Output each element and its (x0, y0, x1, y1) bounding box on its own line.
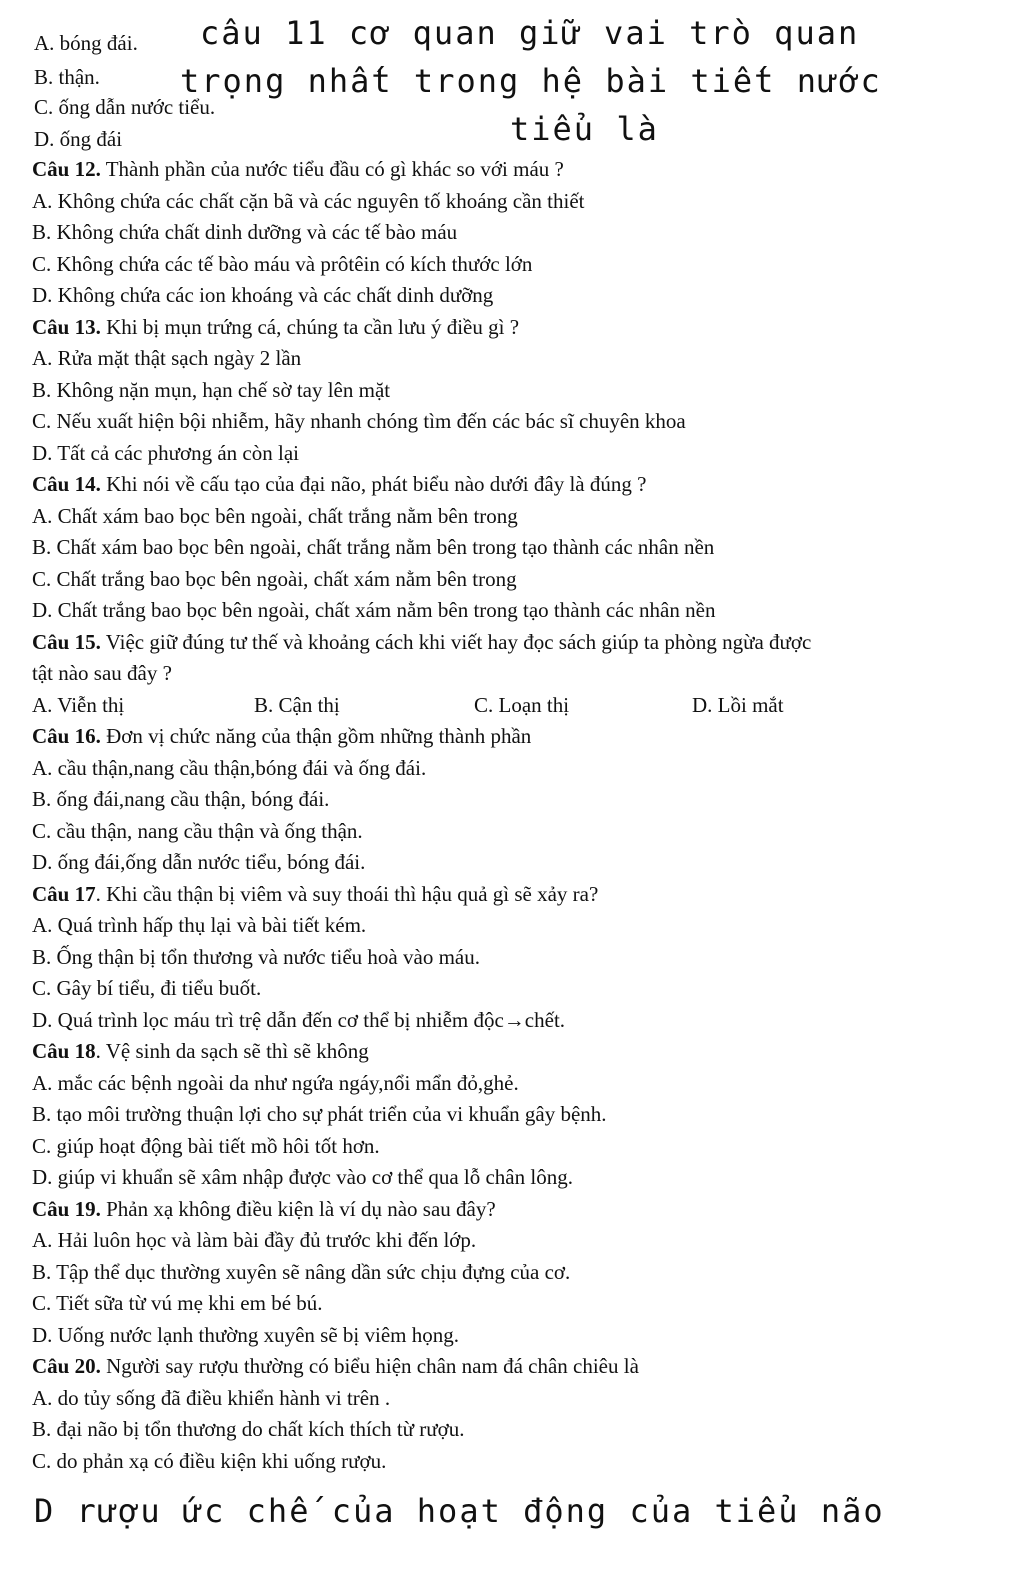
question-17 (32, 879, 811, 911)
q15-option-c: C. Loạn thị (474, 692, 570, 717)
question-label: Câu 12. (32, 157, 101, 181)
question-20 (32, 1351, 811, 1383)
q18-option-b: B. tạo môi trường thuận lợi cho sự phát triển của vi khuẩn gây bệnh. (32, 1102, 607, 1126)
question-stem: . Khi cầu thận bị viêm và suy thoái thì hậu quả gì sẽ xảy ra? (95, 881, 599, 906)
question-12 (32, 154, 811, 186)
q19-option-a: A. Hải luôn học và làm bài đầy đủ trước khi đến lớp. (32, 1228, 477, 1252)
question-13 (32, 312, 811, 344)
question-stem: Phản xạ không điều kiện là ví dụ nào sau đây? (100, 1196, 496, 1221)
q15-option-b: B. Cận thị (254, 692, 340, 717)
q13-option-b: B. Không nặn mụn, hạn chế sờ tay lên mặt (32, 377, 391, 402)
question-stem: Khi bị mụn trứng cá, chúng ta cần lưu ý điều gì ? (100, 314, 520, 339)
question-16 (32, 721, 811, 753)
question-label: Câu 14. (32, 472, 101, 496)
question-stem: . Vệ sinh da sạch sẽ thì sẽ không (95, 1039, 369, 1063)
question-14 (32, 469, 811, 501)
q17-option-c: C. Gây bí tiểu, đi tiểu buốt. (32, 976, 262, 1000)
q20-option-c: C. do phản xạ có điều kiện khi uống rượu. (32, 1448, 387, 1473)
q17-option-a: A. Quá trình hấp thụ lại và bài tiết kém. (32, 913, 367, 937)
q15-options-row (32, 690, 811, 722)
q13-option-a: A. Rửa mặt thật sạch ngày 2 lần (32, 346, 302, 370)
q14-option-b: B. Chất xám bao bọc bên ngoài, chất trắng nằm bên trong tạo thành các nhân nền (32, 535, 715, 559)
q16-option-a: A. cầu thận,nang cầu thận,bóng đái và ống đái. (32, 755, 427, 780)
q13-option-d: D. Tất cả các phương án còn lại (32, 440, 299, 465)
q11-option-b: B. thận. (34, 65, 100, 89)
question-15-continued: tật nào sau đây ? (32, 661, 172, 685)
question-stem: Người say rượu thường có biểu hiện chân nam đá chân chiêu là (100, 1354, 639, 1378)
questions-block (32, 154, 811, 1477)
q19-option-c: C. Tiết sữa từ vú mẹ khi em bé bú. (32, 1291, 323, 1315)
q14-option-a: A. Chất xám bao bọc bên ngoài, chất trắng nằm bên trong (32, 503, 518, 528)
question-label: Câu 20. (32, 1354, 101, 1378)
q11-handwritten-line-2: trọng nhất trong hệ bài tiết nước (180, 62, 882, 100)
question-18 (32, 1036, 811, 1068)
question-label: Câu 16. (32, 724, 101, 748)
q16-option-b: B. ống đái,nang cầu thận, bóng đái. (32, 787, 330, 811)
q15-option-d: D. Lồi mắt (692, 692, 784, 717)
q15-option-a: A. Viễn thị (32, 692, 125, 717)
q12-option-d: D. Không chứa các ion khoáng và các chất dinh dưỡng (32, 283, 494, 307)
question-label: Câu 17 (32, 881, 96, 906)
q12-option-a: A. Không chứa các chất cặn bã và các nguyên tố khoáng cần thiết (32, 188, 585, 213)
q16-option-d: D. ống đái,ống dẫn nước tiểu, bóng đái. (32, 850, 366, 874)
question-label: Câu 19. (32, 1196, 101, 1221)
question-stem: Khi nói về cấu tạo của đại não, phát biểu nào dưới đây là đúng ? (100, 472, 647, 496)
q18-option-d: D. giúp vi khuẩn sẽ xâm nhập được vào cơ thể qua lỗ chân lông. (32, 1165, 573, 1189)
q12-option-b: B. Không chứa chất dinh dưỡng và các tế bào máu (32, 220, 458, 244)
q11-option-d: D. ống đái (34, 127, 123, 151)
q14-option-c: C. Chất trắng bao bọc bên ngoài, chất xám nằm bên trong (32, 566, 517, 591)
question-label: Câu 15. (32, 629, 101, 654)
question-15 (32, 627, 811, 659)
question-label: Câu 13. (32, 314, 101, 339)
q20-handwritten-answer: D rượu ức chế của hoạt động của tiểu não (34, 1492, 885, 1530)
q12-option-c: C. Không chứa các tế bào máu và prôtêin có kích thước lớn (32, 251, 533, 276)
q19-option-d: D. Uống nước lạnh thường xuyên sẽ bị viêm họng. (32, 1322, 460, 1347)
question-19 (32, 1194, 811, 1226)
q11-option-c: C. ống dẫn nước tiểu. (34, 95, 216, 119)
q17-option-d: D. Quá trình lọc máu trì trệ dẫn đến cơ thể bị nhiễm độc→chết. (32, 1007, 566, 1032)
q20-option-a: A. do tủy sống đã điều khiển hành vi trên . (32, 1385, 391, 1410)
q11-handwritten-line-1: câu 11 cơ quan giữ vai trò quan (200, 14, 860, 52)
question-stem: Việc giữ đúng tư thế và khoảng cách khi viết hay đọc sách giúp ta phòng ngừa được (100, 629, 812, 654)
q19-option-b: B. Tập thể dục thường xuyên sẽ nâng dần sức chịu đựng của cơ. (32, 1259, 571, 1284)
q17-option-b: B. Ống thận bị tổn thương và nước tiểu hoà vào máu. (32, 944, 480, 969)
q13-option-c: C. Nếu xuất hiện bội nhiễm, hãy nhanh chóng tìm đến các bác sĩ chuyên khoa (32, 409, 686, 433)
question-stem: Đơn vị chức năng của thận gồm những thành phần (100, 724, 532, 748)
q16-option-c: C. cầu thận, nang cầu thận và ống thận. (32, 818, 363, 843)
q18-option-a: A. mắc các bệnh ngoài da như ngứa ngáy,nổi mẩn đỏ,ghẻ. (32, 1070, 519, 1095)
question-stem: Thành phần của nước tiểu đầu có gì khác so với máu ? (100, 157, 564, 181)
q20-option-b: B. đại não bị tổn thương do chất kích thích từ rượu. (32, 1417, 465, 1441)
question-label: Câu 18 (32, 1039, 96, 1063)
q11-option-a: A. bóng đái. (34, 31, 138, 55)
q18-option-c: C. giúp hoạt động bài tiết mồ hôi tốt hơn. (32, 1133, 380, 1158)
q14-option-d: D. Chất trắng bao bọc bên ngoài, chất xám nằm bên trong tạo thành các nhân nền (32, 598, 716, 622)
q11-handwritten-line-3: tiểu là (510, 110, 659, 148)
